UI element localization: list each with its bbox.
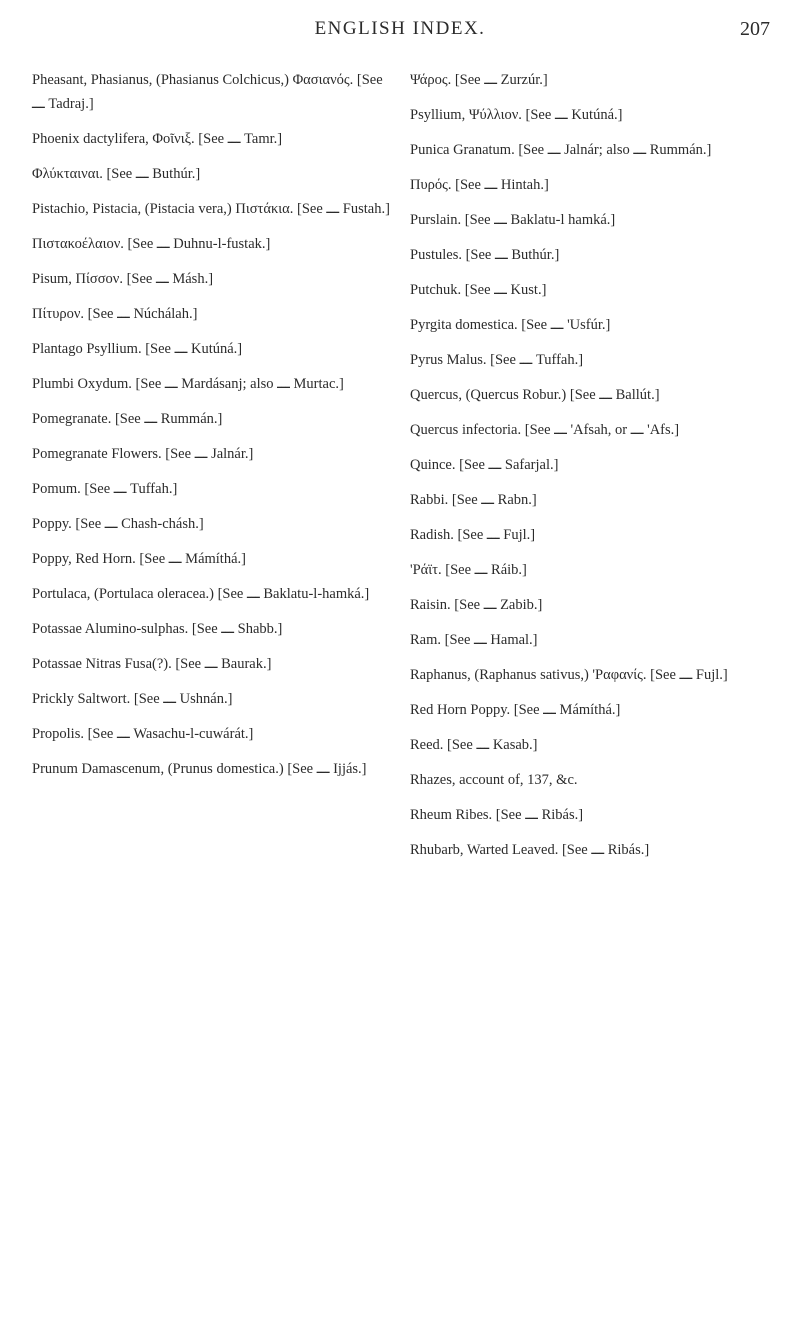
running-head: ENGLISH INDEX. (314, 18, 486, 39)
index-entry: Prickly Saltwort. [See ـــ Ushnán.] (32, 691, 233, 707)
index-entry: Pomegranate. [See ـــ Rummán.] (32, 411, 223, 427)
index-entry: Pistachio, Pistacia, (Pistacia vera,) Πιστάκια. [See ـــ Fustah.] (32, 201, 390, 217)
index-entry: Rhubarb, Warted Leaved. [See ـــ Ribás.] (410, 842, 650, 858)
index-entry: Poppy. [See ـــ Chash-chásh.] (32, 516, 204, 532)
index-entry: Putchuk. [See ـــ Kust.] (410, 282, 547, 298)
index-entry: Pyrgita domestica. [See ـــ 'Usfúr.] (410, 317, 611, 333)
index-entry: Ψάρος. [See ـــ Zurzúr.] (410, 72, 548, 88)
index-entry: Purslain. [See ـــ Baklatu-l hamká.] (410, 212, 616, 228)
index-entry: Raphanus, (Raphanus sativus,) 'Ραφανίς. [See ـــ Fujl.] (410, 667, 728, 683)
left-column (32, 68, 397, 792)
index-entry: Πίτυρον. [See ـــ Núchálah.] (32, 306, 198, 322)
index-entry: Quince. [See ـــ Safarjal.] (410, 457, 559, 473)
index-entry: Poppy, Red Horn. [See ـــ Mámíthá.] (32, 551, 246, 567)
page-header (0, 18, 800, 48)
index-entry: Rabbi. [See ـــ Rabn.] (410, 492, 537, 508)
index-entry: Pheasant, Phasianus, (Phasianus Colchicus,) Φασιανός. [See ـــ Tadraj.] (32, 72, 383, 112)
right-column (410, 68, 782, 873)
index-entry: Πιστακοέλαιον. [See ـــ Duhnu-l-fustak.] (32, 236, 271, 252)
index-entry: Pustules. [See ـــ Buthúr.] (410, 247, 560, 263)
index-entry: Plumbi Oxydum. [See ـــ Mardásanj; also ـــ Murtac.] (32, 376, 344, 392)
index-entry: Πυρός. [See ـــ Hintah.] (410, 177, 549, 193)
index-entry: Psyllium, Ψύλλιον. [See ـــ Kutúná.] (410, 107, 623, 123)
index-entry: Pomum. [See ـــ Tuffah.] (32, 481, 178, 497)
index-entry: Φλύκταιναι. [See ـــ Buthúr.] (32, 166, 201, 182)
index-entry: Propolis. [See ـــ Wasachu-l-cuwárát.] (32, 726, 254, 742)
index-entry: 'Ράϊτ. [See ـــ Ráib.] (410, 562, 527, 578)
index-entry: Pisum, Πίσσον. [See ـــ Másh.] (32, 271, 214, 287)
index-entry: Potassae Alumino-sulphas. [See ـــ Shabb.] (32, 621, 283, 637)
index-entry: Potassae Nitras Fusa(?). [See ـــ Baurak.] (32, 656, 272, 672)
index-entry: Punica Granatum. [See ـــ Jalnár; also ـــ Rummán.] (410, 142, 712, 158)
index-entry: Phoenix dactylifera, Φοῖνιξ. [See ـــ Tamr.] (32, 131, 283, 147)
index-entry: Rhazes, account of, 137, &c. (410, 772, 578, 788)
index-entry: Ram. [See ـــ Hamal.] (410, 632, 538, 648)
page-number: 207 (740, 18, 770, 40)
index-entry: Quercus infectoria. [See ـــ 'Afsah, or ـــ 'Afs.] (410, 422, 680, 438)
index-entry: Raisin. [See ـــ Zabib.] (410, 597, 543, 613)
index-entry: Pomegranate Flowers. [See ـــ Jalnár.] (32, 446, 254, 462)
index-entry: Plantago Psyllium. [See ـــ Kutúná.] (32, 341, 243, 357)
index-entry: Pyrus Malus. [See ـــ Tuffah.] (410, 352, 584, 368)
index-entry: Reed. [See ـــ Kasab.] (410, 737, 538, 753)
index-entry: Quercus, (Quercus Robur.) [See ـــ Ballút.] (410, 387, 660, 403)
index-entry: Rheum Ribes. [See ـــ Ribás.] (410, 807, 584, 823)
index-entry: Portulaca, (Portulaca oleracea.) [See ـــ Baklatu-l-hamká.] (32, 586, 370, 602)
index-entry: Prunum Damascenum, (Prunus domestica.) [See ـــ Ijjás.] (32, 761, 367, 777)
index-entry: Radish. [See ـــ Fujl.] (410, 527, 536, 543)
index-entry: Red Horn Poppy. [See ـــ Mámíthá.] (410, 702, 621, 718)
